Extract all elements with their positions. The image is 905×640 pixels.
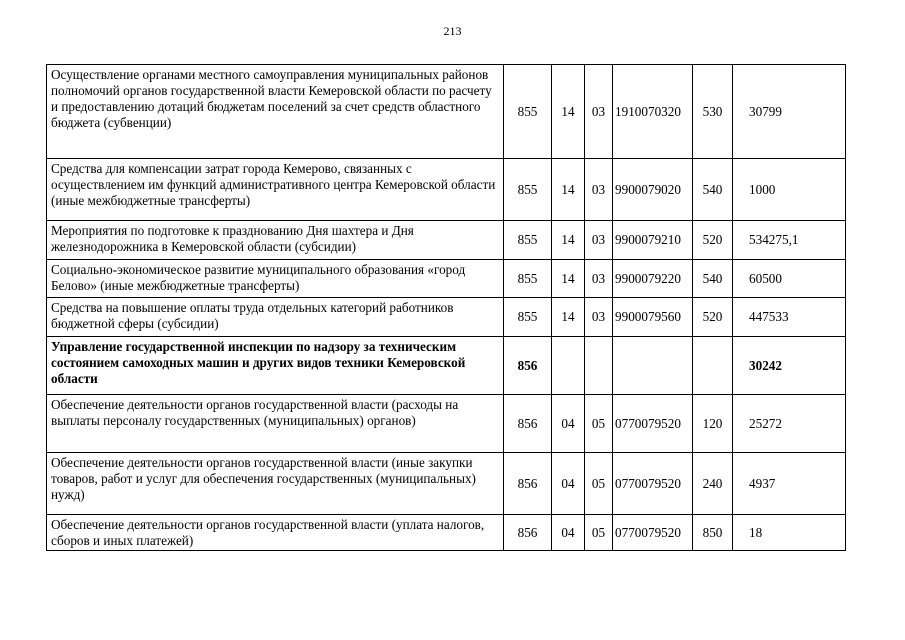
table-row: [47, 395, 846, 453]
section-code: 14: [552, 159, 585, 221]
ministry-code: 856: [504, 515, 552, 551]
section-code: 04: [552, 515, 585, 551]
target-article-code: 1910070320: [613, 65, 693, 159]
section-code: [552, 337, 585, 395]
table-row: [47, 453, 846, 515]
expense-type-code: 530: [693, 65, 733, 159]
row-description: Обеспечение деятельности органов государственной власти (иные закупки товаров, работ и услуг для обеспечения государственных (муниципальных) нужд): [47, 453, 504, 515]
ministry-code: 855: [504, 298, 552, 337]
amount: 1000: [733, 159, 846, 221]
target-article-code: 9900079220: [613, 260, 693, 298]
amount: 4937: [733, 453, 846, 515]
section-code: 14: [552, 65, 585, 159]
subsection-code: [585, 337, 613, 395]
table-row: [47, 515, 846, 551]
subsection-code: 03: [585, 260, 613, 298]
amount: 30242: [733, 337, 846, 395]
expense-type-code: 240: [693, 453, 733, 515]
subsection-code: 05: [585, 515, 613, 551]
target-article-code: 0770079520: [613, 515, 693, 551]
expense-type-code: 520: [693, 221, 733, 260]
ministry-code: 855: [504, 260, 552, 298]
row-description: Социально-экономическое развитие муниципального образования «город Белово» (иные межбюджетные трансферты): [47, 260, 504, 298]
row-description: Мероприятия по подготовке к празднованию Дня шахтера и Дня железнодорожника в Кемеровской области (субсидии): [47, 221, 504, 260]
subsection-code: 05: [585, 395, 613, 453]
expense-type-code: 520: [693, 298, 733, 337]
subsection-code: 03: [585, 221, 613, 260]
table-row: [47, 260, 846, 298]
section-code: 14: [552, 260, 585, 298]
table-row: [47, 221, 846, 260]
ministry-code: 855: [504, 65, 552, 159]
expense-type-code: 540: [693, 260, 733, 298]
section-code: 14: [552, 298, 585, 337]
expense-type-code: 850: [693, 515, 733, 551]
department-name: Управление государственной инспекции по надзору за техническим состоянием самоходных машин и других видов техники Кемеровской области: [47, 337, 504, 395]
row-description: Обеспечение деятельности органов государственной власти (расходы на выплаты персоналу государственных (муниципальных) органов): [47, 395, 504, 453]
table-row: [47, 159, 846, 221]
subsection-code: 03: [585, 65, 613, 159]
budget-table-body: [47, 65, 846, 551]
ministry-code: 856: [504, 453, 552, 515]
row-description: Осуществление органами местного самоуправления муниципальных районов полномочий органов государственной власти Кемеровской области по расчету и предоставлению дотаций бюджетам поселений за счет средств областного бюджета (субвенции): [47, 65, 504, 159]
budget-table: [46, 64, 846, 551]
amount: 30799: [733, 65, 846, 159]
subsection-code: 03: [585, 159, 613, 221]
table-row-department: [47, 337, 846, 395]
subsection-code: 03: [585, 298, 613, 337]
target-article-code: 9900079560: [613, 298, 693, 337]
ministry-code: 856: [504, 395, 552, 453]
subsection-code: 05: [585, 453, 613, 515]
target-article-code: 9900079020: [613, 159, 693, 221]
ministry-code: 855: [504, 221, 552, 260]
table-row: [47, 298, 846, 337]
section-code: 04: [552, 395, 585, 453]
ministry-code: 855: [504, 159, 552, 221]
amount: 18: [733, 515, 846, 551]
row-description: Средства для компенсации затрат города Кемерово, связанных с осуществлением им функций административного центра Кемеровской области (иные межбюджетные трансферты): [47, 159, 504, 221]
amount: 534275,1: [733, 221, 846, 260]
row-description: Средства на повышение оплаты труда отдельных категорий работников бюджетной сферы (субсидии): [47, 298, 504, 337]
target-article-code: 0770079520: [613, 395, 693, 453]
amount: 447533: [733, 298, 846, 337]
page-number: 213: [443, 24, 462, 38]
row-description: Обеспечение деятельности органов государственной власти (уплата налогов, сборов и иных платежей): [47, 515, 504, 551]
target-article-code: 9900079210: [613, 221, 693, 260]
amount: 25272: [733, 395, 846, 453]
expense-type-code: 120: [693, 395, 733, 453]
section-code: 14: [552, 221, 585, 260]
expense-type-code: [693, 337, 733, 395]
expense-type-code: 540: [693, 159, 733, 221]
amount: 60500: [733, 260, 846, 298]
table-row: [47, 65, 846, 159]
target-article-code: 0770079520: [613, 453, 693, 515]
section-code: 04: [552, 453, 585, 515]
ministry-code: 856: [504, 337, 552, 395]
target-article-code: [613, 337, 693, 395]
